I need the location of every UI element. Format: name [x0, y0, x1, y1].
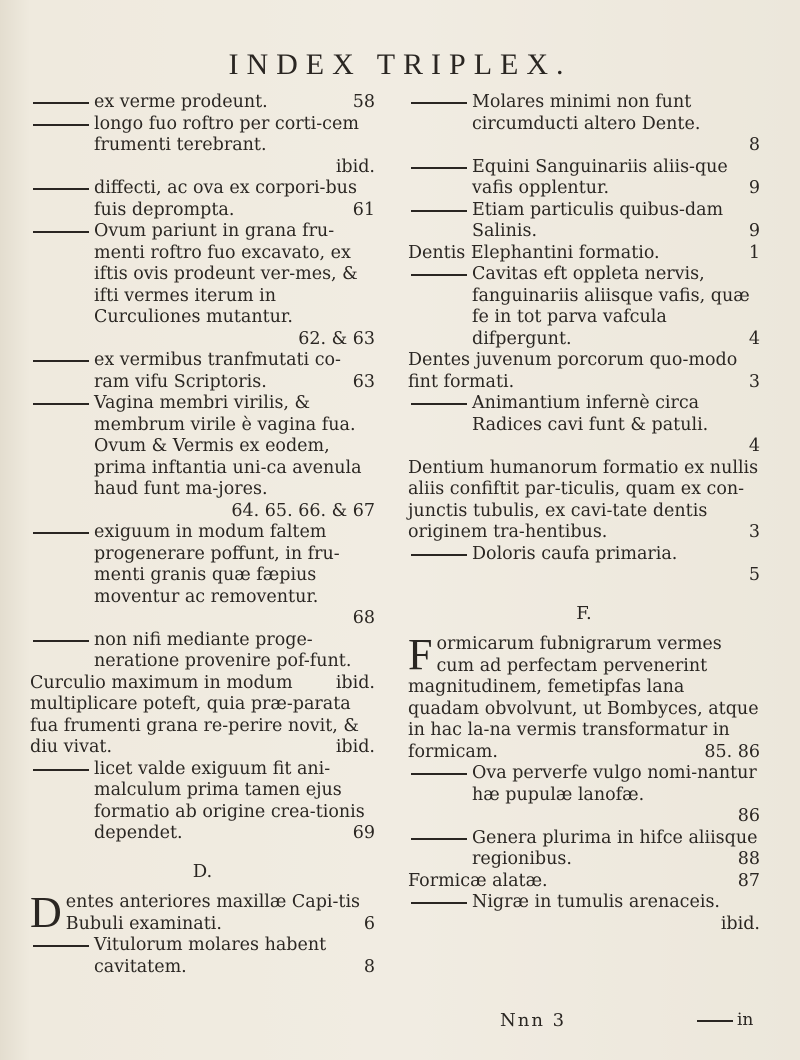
entry-text: Genera plurima in hifce aliisque regionibus. [472, 827, 758, 869]
index-entry [30, 350, 375, 393]
entry-text: Curculio maximum in modum multiplicare poteft, quia præ-parata fua frumenti grana re-perire novit, & diu vivat. [30, 672, 360, 757]
dash-rule [33, 102, 89, 104]
drop-cap: F [408, 630, 433, 679]
index-entry [408, 157, 760, 200]
dash-rule [411, 167, 467, 169]
index-entry [408, 393, 760, 458]
left-column [30, 92, 375, 978]
page-ref: 88 [737, 849, 760, 869]
index-entry-head [408, 243, 760, 265]
entry-text: Vitulorum molares habent cavitatem. [94, 935, 327, 977]
dash-rule [33, 945, 89, 947]
page-ref: 1 [748, 242, 760, 263]
dash-rule [33, 403, 89, 405]
signature-mark: Nnn 3 [500, 1010, 567, 1031]
entry-text: Ovum pariunt in grana fru-menti roftro fuo excavato, ex iftis ovis prodeunt ver-mes, & ifti vermes iterum in Curculiones mutantur. [94, 221, 358, 327]
page-ref: 9 [748, 178, 760, 198]
page-ref: 62. & 63 [298, 328, 375, 349]
entry-text: diffecti, ac ova ex corpori-bus fuis deprompta. [94, 178, 357, 220]
page-ref: 85. 86 [704, 741, 760, 762]
dash-rule [411, 554, 467, 556]
index-entry-head [408, 871, 760, 893]
index-entry [30, 629, 375, 693]
page-ref: ibid. [335, 672, 375, 693]
entry-text: Molares minimi non funt circumducti altero Dente. [472, 92, 701, 134]
page-ref: 69 [352, 823, 375, 843]
entry-text: Equini Sanguinariis aliis-que vafis opplentur. [472, 156, 728, 198]
dash-rule [411, 274, 467, 276]
page-ref: 6 [363, 913, 375, 934]
dash-rule [411, 773, 467, 775]
index-entry [30, 935, 375, 978]
page-ref: ibid. [335, 737, 375, 757]
entry-text: Nigræ in tumulis arenaceis. [472, 892, 720, 912]
index-entry [30, 522, 375, 630]
entry-text: Formicæ alatæ. [408, 870, 548, 891]
page-ref: 9 [748, 221, 760, 241]
index-entry [408, 828, 760, 871]
dash-rule [33, 124, 89, 126]
dash-rule [411, 838, 467, 840]
entry-text: Vagina membri virilis, & membrum virile è vagina fua. Ovum & Vermis ex eodem, prima inftantia uni-ca avenula haud funt ma-jores. [94, 393, 362, 499]
drop-cap: D [30, 888, 62, 937]
dash-rule [33, 231, 89, 233]
section-letter: F. [576, 602, 592, 624]
index-entry [408, 92, 760, 157]
entry-text: Etiam particulis quibus-dam Salinis. [472, 199, 724, 241]
entry-text: Dentium humanorum formatio ex nullis aliis confiftit par-ticulis, quam ex con-junctis tubulis, ex cavi-tate dentis originem tra-hentibus. [408, 457, 759, 542]
index-entry [408, 763, 760, 828]
index-entry-head [30, 888, 375, 937]
dash-rule [411, 210, 467, 212]
dash-rule [411, 403, 467, 405]
dash-rule [697, 1020, 733, 1022]
page-ref: 63 [352, 371, 375, 392]
index-entry-head [408, 630, 760, 763]
entry-text: non nifi mediante proge-neratione provenire pof-funt. [94, 629, 352, 671]
page-ref: 5 [748, 565, 760, 585]
catchword-text: in [737, 1010, 754, 1030]
entry-text: ex vermibus tranfmutati co-ram vifu Scriptoris. [94, 350, 341, 392]
entry-text: Doloris caufa primaria. [472, 543, 678, 564]
page-ref: 8 [363, 956, 375, 977]
page-ref: 58 [352, 92, 375, 112]
entry-text: exiguum in modum faltem progenerare poffunt, in fru-menti granis quæ fæpius moventur ac removentur. [94, 522, 340, 607]
page-ref: 68 [352, 608, 375, 628]
page-ref: 3 [748, 371, 760, 392]
page-ref: 86 [737, 806, 760, 826]
dash-rule [33, 640, 89, 642]
dash-rule [411, 102, 467, 104]
index-entry [408, 200, 760, 243]
right-column [408, 92, 760, 935]
index-entry-head [408, 350, 760, 393]
page-ref: 64. 65. 66. & 67 [231, 500, 375, 521]
dash-rule [33, 188, 89, 190]
page-ref: 4 [748, 436, 760, 456]
dash-rule [33, 769, 89, 771]
index-entry [30, 221, 375, 350]
entry-text: Dentes juvenum porcorum quo-modo fint formati. [408, 350, 738, 392]
page-ref: ibid. [720, 913, 760, 934]
page-ref: 87 [737, 870, 760, 891]
page-ref: 3 [748, 522, 760, 542]
section-letter: D. [192, 860, 213, 882]
page-ref: 4 [748, 328, 760, 349]
index-entry-head [408, 458, 760, 544]
index-entry [30, 114, 375, 179]
catchword [697, 1010, 753, 1030]
index-entry [408, 264, 760, 350]
entry-text: Animantium infernè circa Radices cavi funt & patuli. [472, 393, 709, 435]
entry-text: longo fuo roftro per corti-cem frumenti terebrant. [94, 113, 359, 155]
index-entry-head [30, 673, 375, 759]
page-title: INDEX TRIPLEX. [228, 48, 572, 81]
index-entry [408, 892, 760, 935]
dash-rule [33, 532, 89, 534]
dash-rule [411, 902, 467, 904]
index-entry [30, 92, 375, 114]
page-ref: ibid. [335, 156, 375, 177]
page-ref: 61 [352, 199, 375, 220]
page-ref: 8 [748, 135, 760, 155]
index-entry [408, 544, 760, 587]
entry-text: Cavitas eft oppleta nervis, fanguinariis aliisque vafis, quæ fe in tot parva vafcula difpergunt. [472, 264, 750, 349]
dash-rule [33, 360, 89, 362]
entry-text: entes anteriores maxillæ Capi-tis Bubuli examinati. [65, 892, 361, 934]
entry-text: ormicarum fubnigrarum vermes cum ad perfectam pervenerint magnitudinem, femetipfas lana quadam obvolvunt, ut Bombyces, atque in hac la-na vermis transformatur in formicam. [408, 634, 759, 762]
index-entry [30, 178, 375, 221]
entry-text: licet valde exiguum fit ani-malculum prima tamen ejus formatio ab origine crea-tionis dependet. [94, 758, 365, 843]
entry-text: ex verme prodeunt. [94, 92, 268, 112]
index-entry [30, 393, 375, 522]
index-entry [30, 759, 375, 845]
entry-text: Dentis Elephantini formatio. [408, 242, 660, 263]
entry-text: Ova perverfe vulgo nomi-nantur hæ pupulæ lanofæ. [472, 763, 757, 805]
